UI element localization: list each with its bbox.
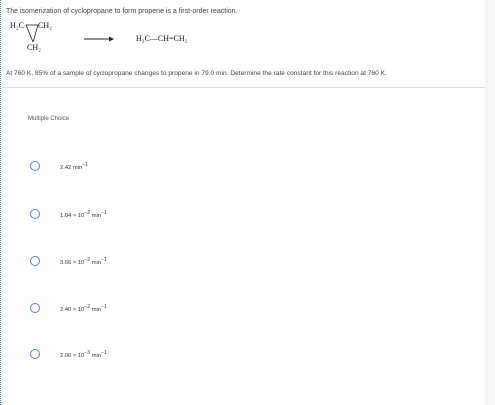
choice-1-label: 2.42 $\min^{-1}$ <box>60 161 88 171</box>
radio-button[interactable] <box>30 209 40 219</box>
section-divider <box>2 87 485 88</box>
cyclopropane-ring <box>26 25 38 42</box>
radio-button[interactable] <box>30 161 40 171</box>
choice-4[interactable] <box>30 298 330 318</box>
choice-2[interactable] <box>30 204 330 224</box>
choice-5-label: $2.06 \times 10^{-3}$ $\min^{-1}$ <box>60 349 107 359</box>
choice-3-label: $3.66 \times 10^{-2}$ $\min^{-1}$ <box>60 256 107 266</box>
reactant-ch2-right-label: CH₂ <box>38 21 52 30</box>
question-intro: The isomerization of cyclopropane to form propene is a first-order reaction. <box>6 8 238 15</box>
radio-button[interactable] <box>30 303 40 313</box>
reaction-arrow-icon <box>84 37 114 42</box>
page-left-rule <box>0 0 1 405</box>
choice-1[interactable] <box>30 156 330 176</box>
radio-button[interactable] <box>30 256 40 266</box>
choice-4-label: $2.40 \times 10^{-2}$ $\min^{-1}$ <box>60 303 107 313</box>
choice-3[interactable] <box>30 251 330 271</box>
question-prompt: At 760 K, 85% of a sample of cyclopropane changes to propene in 79.0 min. Determine the rate constant for this reaction at 760 K. <box>6 70 387 77</box>
choice-5[interactable] <box>30 344 330 364</box>
product-propene: H₃C—CH=CH₂ <box>136 34 188 43</box>
reactant-ch2-bottom-label: CH₂ <box>27 43 41 52</box>
reaction-equation <box>6 18 306 58</box>
answer-format-label: Multiple Choice <box>28 116 70 122</box>
reactant-h2c-label: H₂C <box>10 21 24 30</box>
choice-2-label: $1.04 \times 10^{-2}$ $\min^{-1}$ <box>60 209 107 219</box>
radio-button[interactable] <box>30 349 40 359</box>
page-scroll-gutter <box>485 0 495 405</box>
